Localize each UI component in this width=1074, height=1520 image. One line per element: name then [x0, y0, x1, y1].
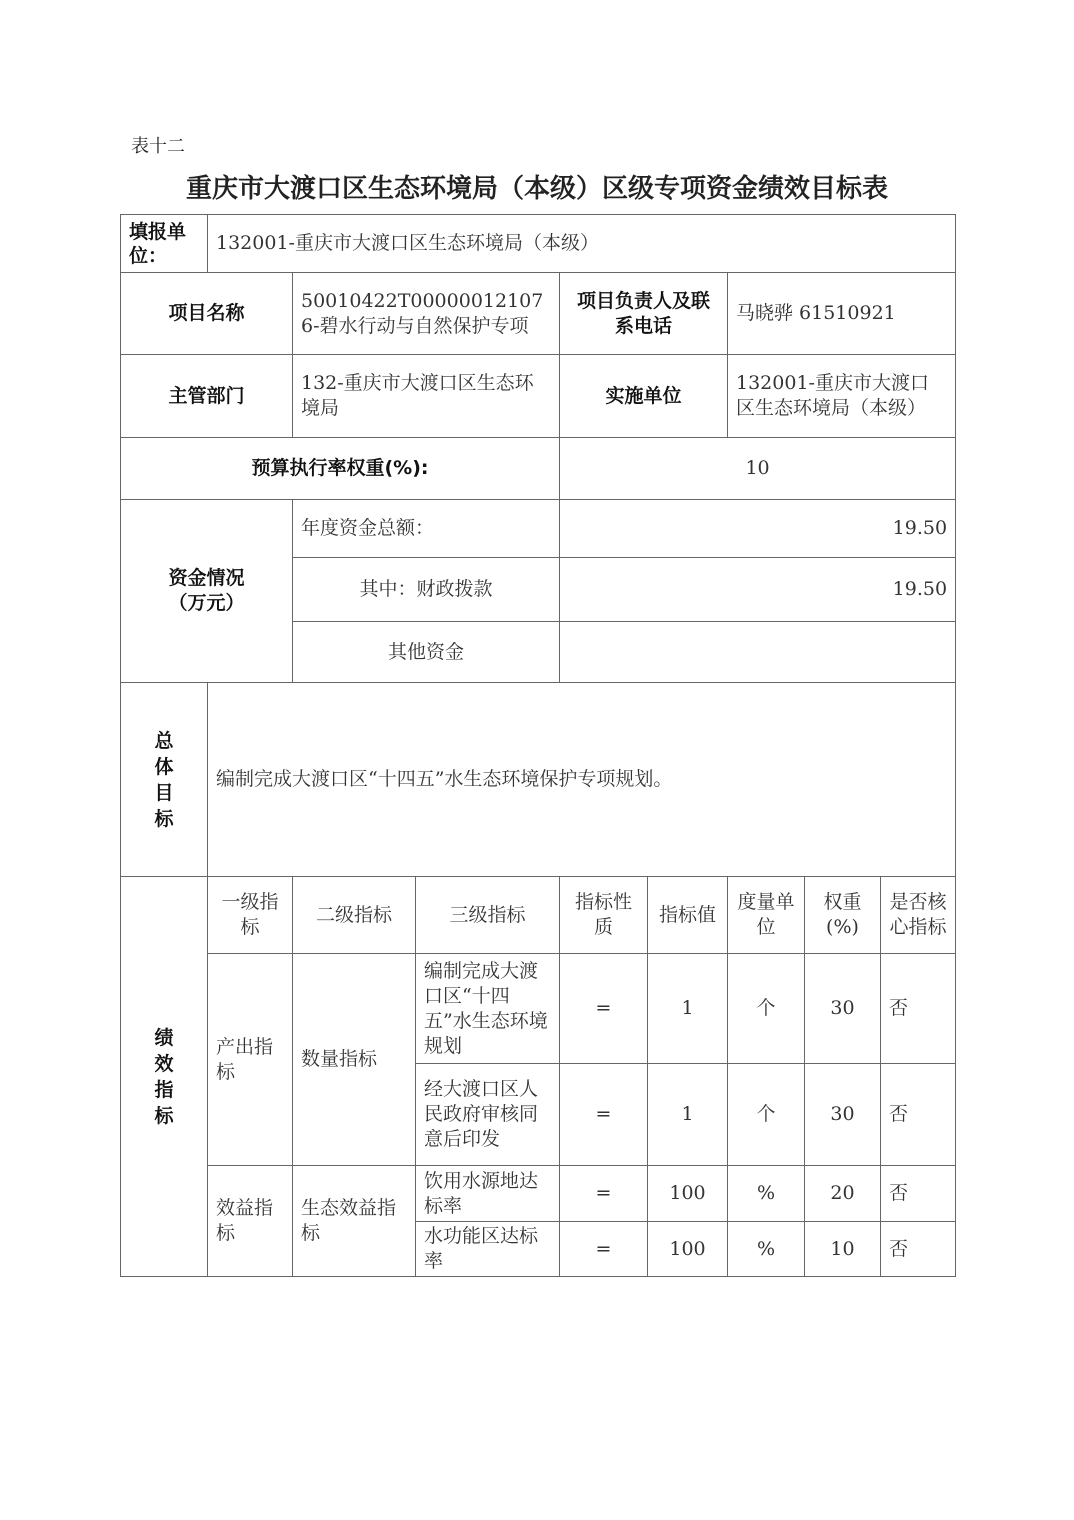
header-level1: 一级指标	[208, 877, 293, 954]
funds-fiscal-value: 19.50	[560, 558, 956, 622]
funds-label: 资金情况（万元）	[121, 500, 293, 683]
goal-value: 编制完成大渡口区“十四五”水生态环境保护专项规划。	[208, 683, 956, 877]
level2-cell: 数量指标	[293, 954, 416, 1166]
level1-cell: 效益指标	[208, 1166, 293, 1277]
dept-value: 132-重庆市大渡口区生态环境局	[293, 355, 560, 438]
unit-cell: 个	[728, 1064, 805, 1166]
level2-cell: 生态效益指标	[293, 1166, 416, 1277]
level3-cell: 经大渡口区人民政府审核同意后印发	[416, 1064, 560, 1166]
nature-cell: =	[560, 954, 648, 1064]
funds-other-label: 其他资金	[293, 622, 560, 683]
header-unit: 度量单位	[728, 877, 805, 954]
nature-cell: =	[560, 1166, 648, 1222]
value-cell: 100	[648, 1222, 728, 1277]
budget-weight-label: 预算执行率权重(%):	[121, 438, 560, 500]
unit-cell: %	[728, 1166, 805, 1222]
nature-cell: =	[560, 1064, 648, 1166]
table-row	[121, 954, 956, 1064]
value-cell: 1	[648, 1064, 728, 1166]
contact-value: 马晓骅 61510921	[728, 273, 956, 355]
project-name-label: 项目名称	[121, 273, 293, 355]
header-core: 是否核心指标	[881, 877, 956, 954]
level1-cell: 产出指标	[208, 954, 293, 1166]
value-cell: 100	[648, 1166, 728, 1222]
unit-label: 填报单位：	[121, 215, 208, 273]
level3-cell: 编制完成大渡口区“十四五”水生态环境规划	[416, 954, 560, 1064]
goal-label: 总体目标	[154, 729, 174, 830]
level3-cell: 水功能区达标率	[416, 1222, 560, 1277]
impl-value: 132001-重庆市大渡口区生态环境局（本级）	[728, 355, 956, 438]
weight-cell: 30	[805, 1064, 881, 1166]
weight-cell: 30	[805, 954, 881, 1064]
impl-label: 实施单位	[560, 355, 728, 438]
project-name-value: 50010422T000000121076-碧水行动与自然保护专项	[293, 273, 560, 355]
funds-fiscal-label: 其中：财政拨款	[293, 558, 560, 622]
header-level3: 三级指标	[416, 877, 560, 954]
unit-cell: 个	[728, 954, 805, 1064]
core-cell: 否	[881, 954, 956, 1064]
header-value: 指标值	[648, 877, 728, 954]
core-cell: 否	[881, 1166, 956, 1222]
header-nature: 指标性质	[560, 877, 648, 954]
unit-value: 132001-重庆市大渡口区生态环境局（本级）	[208, 215, 956, 273]
table-number: 表十二	[131, 136, 185, 157]
weight-cell: 20	[805, 1166, 881, 1222]
header-weight: 权重(%)	[805, 877, 881, 954]
funds-other-value	[560, 622, 956, 683]
weight-cell: 10	[805, 1222, 881, 1277]
dept-label: 主管部门	[121, 355, 293, 438]
funds-total-value: 19.50	[560, 500, 956, 558]
value-cell: 1	[648, 954, 728, 1064]
page-title: 重庆市大渡口区生态环境局（本级）区级专项资金绩效目标表	[185, 174, 888, 204]
performance-target-table	[120, 214, 956, 1277]
core-cell: 否	[881, 1064, 956, 1166]
funds-total-label: 年度资金总额：	[293, 500, 560, 558]
budget-weight-value: 10	[560, 438, 956, 500]
nature-cell: =	[560, 1222, 648, 1277]
level3-cell: 饮用水源地达标率	[416, 1166, 560, 1222]
unit-cell: %	[728, 1222, 805, 1277]
indicators-label: 绩效指标	[154, 1026, 174, 1127]
core-cell: 否	[881, 1222, 956, 1277]
contact-label: 项目负责人及联系电话	[560, 273, 728, 355]
table-row	[121, 1166, 956, 1222]
header-level2: 二级指标	[293, 877, 416, 954]
